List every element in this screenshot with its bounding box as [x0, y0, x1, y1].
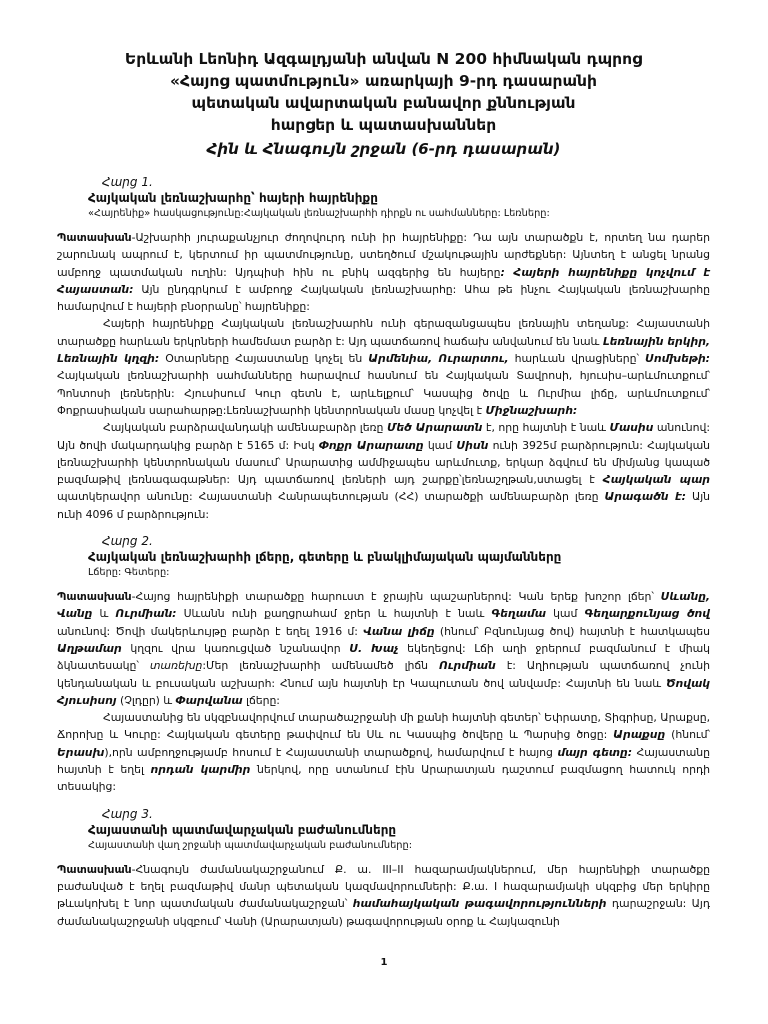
question-topics: «Հայրենիք» հասկացությունը:Հայկական լեռնաշխարհի դիրքն ու սահմանները: Լեռները: [88, 208, 550, 219]
answer-text: լճերը: [242, 693, 280, 707]
answer-label: Պատասխան [57, 590, 132, 604]
key-term: : Հայերի հայրենիքը կոչվում է Հայաստան: [57, 265, 710, 296]
answer-text: ),որն ամբողջությամբ հոսում է Հայաստանի տարածքով, համարվում է հայոց [104, 745, 558, 759]
key-term: Ծովակ Հյուսիսոյ [57, 676, 710, 707]
answer-text: հարևան վրացիները՝ [508, 352, 646, 366]
answer-text: Օտարները Հայաստանը կոչել են [159, 352, 369, 366]
answer-paragraph [57, 419, 710, 523]
key-term: Միջնաշխարհ: [485, 403, 578, 417]
answer-text: (Չլդըր) և [116, 693, 176, 707]
key-term: Աղթամար [57, 641, 122, 655]
answer-text: դարաշրջան: Այդ ժամանակաշրջանի սկզբում՝ Վանի (Արարատյան) թագավորության օրոք և Հայկազունի [57, 897, 710, 928]
answer-text: Հայաստանը հայտնի է եղել [57, 745, 710, 777]
answer-text: -Աշխարհի յուրաքանչյուր ժողովուրդ ունի իր հայրենիքը: Դա այն տարածքն է, որտեղ նա դարեր շարունակ ապրում է, կերտում իր պատմությունը, ստեղծում մշակութային արժեքներ: Այնտեղ է անցել նրանց ամբողջ պատմական ուղին: Այդպիսի հին ու բնիկ ազգերից են հայերը [57, 231, 710, 279]
key-term: Երասխ [57, 745, 105, 759]
answer-text: և [92, 607, 116, 621]
key-term: Մասիս [609, 421, 654, 435]
answer-text: ներկով, որը ստանում էին Արարատյան դաշտում բազմացող հատուկ որդի տեսակից: [57, 763, 710, 794]
answer-label: Պատասխան [57, 862, 132, 876]
answer-paragraph [57, 861, 710, 930]
question-number: Հարց 3. [102, 806, 153, 821]
key-term: Գեղարքունյաց ծով [584, 607, 710, 621]
answer-paragraph [57, 315, 710, 419]
question-topics: Հայաստանի վաղ շրջանի պատմավարչական բաժանումները: [88, 839, 413, 851]
key-term: Արաքսը [613, 728, 666, 742]
key-term: Գեղամա [491, 607, 546, 621]
answer-paragraph [57, 229, 710, 315]
answer-text: եկեղեցով: Լճի աղի ջրերում բազմանում է միակ ձկնատեսակը՝ [57, 641, 711, 673]
key-term: Լեռնային երկիր, Լեռնային կղզի: [57, 334, 711, 366]
question-title: Հայաստանի պատմավարչական բաժանումները [88, 822, 397, 837]
key-term: Սևանը, Վանը [57, 590, 710, 621]
answer-text: Սևանն ունի քաղցրահամ ջրեր և հայտնի է նաև [176, 607, 492, 621]
section-subtitle: Հին և Հնագույն շրջան (6-րդ դասարան) [206, 140, 561, 158]
answer-text: է, որը հայտնի է նաև [482, 421, 610, 435]
answer-text: -Հնագույն ժամանակաշրջանում Ք. ա. III–II հազարամյակներում, մեր հայրենիքի տարածքը բաժանված է եղել բազմաթիվ մանր պետական կազմավորումների: Ք.ա. I հազարամյակի սկզբից մեր երկիրը թևակոխել է նոր պատմական ժամանակաշրջան՝ [57, 862, 710, 911]
header-exam-line: պետական ավարտական բանավոր քննության [191, 94, 576, 112]
header-subject-line: «Հայոց պատմություն» առարկայի 9-րդ դասարանի [170, 72, 597, 90]
key-term: որդան կարմիր [150, 763, 251, 777]
answer-text: -Հայոց հայրենիքի տարածքը հարուստ է ջրային պաշարներով: Կան երեք խոշոր լճեր՝ [131, 590, 661, 604]
answer-text: կամ [545, 607, 585, 621]
key-term: Փոքր Արարատը [318, 438, 424, 452]
key-term: Հայկական պար [602, 473, 710, 487]
question-2 [57, 533, 710, 796]
answer-text: անունով: Ծովի մակերևույթը բարձր է եղել 1916 մ: [57, 624, 364, 638]
answer-paragraph [57, 588, 710, 709]
answer-text: Հայաստանից են սկզբնավորվում տարածաշրջանի մի քանի հայտնի գետեր՝ Եփրատը, Տիգրիսը, Արաքսը, Ճորոխը և Կուրը: Հայկական գետերը թափվում են Սև ու Կասպից ծովերը և Պարսից ծոցը: [57, 711, 710, 742]
question-3 [57, 806, 710, 930]
answer-text: (հնում՝ Բզնունյաց ծով) հայտնի է հատկապես [434, 624, 710, 638]
question-topics: Լճերը: Գետերը: [88, 567, 170, 579]
page-number: 1 [380, 957, 388, 968]
key-term: Փարվանա [175, 693, 243, 707]
answer-text: է: Աղիության պատճառով չունի կենդանական և բուսական աշխարհ: Հնում այն հայտնի էր Կապուտան ծով անվամբ: Հայտնի են նաև [57, 659, 710, 690]
answer-text: Հայերի հայրենիքը Հայկական լեռնաշխարհն ունի գերազանցապես լեռնային տեղանք: Հայաստանի տարածքը հարևան երկրների համեմատ բարձր է: Այդ պատճառով հաճախ անվանում են նաև [57, 317, 710, 348]
key-term: Ուրմիան: [115, 607, 177, 621]
answer-text: :Մեր լեռնաշխարհի ամենամեծ լիճն [202, 659, 439, 673]
key-term: Վանա լիճը [363, 624, 435, 638]
key-term: Մեծ Արարատն [386, 421, 483, 435]
answer-text: ունի 3925մ բարձրություն: Հայկական լեռնաշխարհի կենտրոնական մասում՝ Արարատից ամմիջապես արևմուտք, երկար ձգվում են միմյանց կապած բազմաթիվ լեռնագագաթներ: Այդ պատճառով լեռների այդ շարքը՝լեռնաշղթան,ստացել է [57, 438, 710, 487]
answer-text: (հնում՝ [665, 728, 711, 742]
key-term: համահայկական թագավորությունների [352, 897, 607, 911]
key-term: Ուրմիան [438, 659, 496, 673]
key-term: Արագածն է: [604, 490, 686, 504]
key-term: Արմենիա, Ուրարտու, [368, 352, 509, 366]
question-number: Հարց 1. [102, 175, 153, 189]
answer-text: անունով: Այն ծովի մակարդակից բարձր է 5165 մ: Իսկ [57, 421, 710, 452]
document-header [57, 48, 710, 160]
answer-text: կղզու վրա կառուցված նշանավոր [121, 641, 350, 655]
answer-text: պատկերավոր անունը: Հայաստանի Հանրապետության (ՀՀ) տարածքի ամենաբարձր լեռը [57, 490, 605, 504]
key-term: Սոմխեթի: [645, 352, 710, 366]
key-term: Սիսն [456, 438, 489, 452]
answer-text: կամ [423, 438, 457, 452]
italic-term: տառեխը [149, 659, 203, 673]
header-qa-line: հարցեր և պատասխաններ [270, 116, 497, 134]
answer-label: Պատասխան [57, 231, 132, 244]
key-term: մայր գետը: [557, 745, 633, 759]
question-title: Հայկական լեռնաշխարհի լճերը, գետերը և բնակլիմայական պայմանները [88, 550, 562, 565]
answer-text: Այն ունի 4096 մ բարձրություն: [57, 490, 710, 521]
header-school-line: Երևանի Լեոնիդ Ազգալդյանի անվան N 200 հիմնական դպրոց [124, 50, 643, 68]
answer-text: Հայկական լեռնաշխարհի սահմանները հարավում հասնում են Հայկական Տավրոսի, հյուսիս–արևմուտքում՝ Պոնտոսի լեռներին: Հյուսիսում Կուր գետն է, արևելքում՝ Կասպից ծովը և Ուրմիա լիճը, արևմուտքում՝ Փոքրասիական սարահարթը:Լեռնաշխարհի կենտրոնական մասը կոչվել է [57, 369, 710, 417]
question-1 [57, 174, 710, 523]
answer-text: Հայկական բարձրավանդակի ամենաբարձր լեռը [103, 421, 387, 435]
question-title: Հայկական լեռնաշխարհը՝ հայերի հայրենիքը [88, 191, 378, 205]
key-term: Ս. Խաչ [349, 641, 399, 655]
answer-text: Այն ընդգրկում է ամբողջ Հայկական լեռնաշխարհը: Ահա թե ինչու Հայկական լեռնաշխարհը համարվում է հայերի բնօրրանը՝ հայրենիքը: [57, 282, 710, 314]
answer-paragraph [57, 709, 710, 795]
question-number: Հարց 2. [102, 534, 153, 549]
